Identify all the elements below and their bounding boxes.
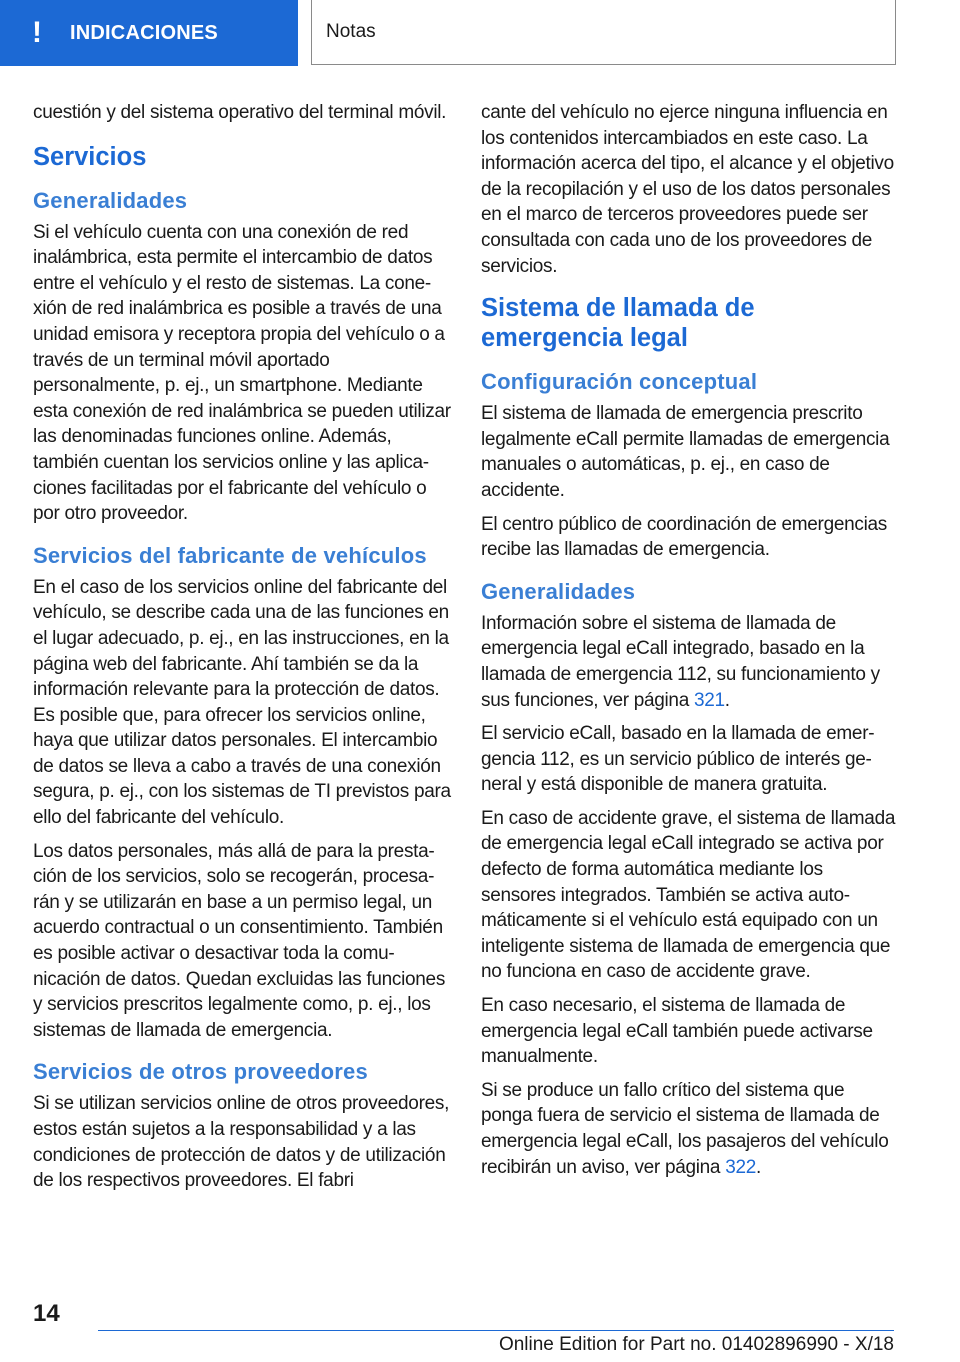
paragraph: En caso necesario, el sistema de llamada de emergencia legal eCall también puede activarse manualmente. [481, 995, 873, 1068]
paragraph: Los datos personales, más allá de para la prestación de los servicios, solo se recogerán, procesarán y se utilizarán en base a un permiso legal, un acuerdo contractual o un consentimiento. También es posible activar o desactivar toda la comunicación de datos. Quedan excluidas las funciones y servicios prescritos legalmente como, p. ej., los sistemas de llamada de emergencia. [33, 840, 446, 1041]
paragraph: Si se utilizan servicios online de otros proveedores, estos están sujetos a la responsabilidad y a las condiciones de protección de datos y de utilización de los respectivos proveedores. El fabri [33, 1093, 450, 1192]
paragraph: El centro público de coordinación de emergencias recibe las llamadas de emergencia. [481, 513, 887, 561]
heading-configuracion-conceptual: Configuración conceptual [481, 369, 758, 395]
heading-generalidades: Generalidades [481, 578, 636, 604]
section-tab[interactable] [0, 0, 298, 66]
paragraph: El servicio eCall, basado en la llamada de emergencia 112, es un servicio público de interés general y está disponible de manera gratuita. [481, 723, 875, 796]
paragraph-end: . [756, 1156, 761, 1178]
heading-servicios-otros-proveedores: Servicios de otros proveedores [33, 1059, 368, 1085]
heading-sistema-llamada-emergencia: Sistema de llamada de emergencia legal [481, 294, 755, 353]
paragraph: cante del vehículo no ejerce ninguna influencia en los contenidos intercambiados en este caso. La información acerca del tipo, el alcance y el objetivo de la recopilación y el uso de los datos personales en el marco de terceros proveedores puede ser consultada con cada uno de los proveedores de servicios. [481, 102, 894, 277]
notes-tab[interactable] [311, 0, 896, 65]
section-tab-label: INDICACIONES [70, 21, 218, 44]
heading-servicios-fabricante: Servicios del fabricante de vehículos [33, 542, 427, 568]
paragraph: En caso de accidente grave, el sistema de llamada de emergencia legal eCall integrado se activa por defecto de forma automática mediante los sensores integrados. También se activa automáticamente si el vehículo está equipado con un inteligente sistema de llamada de emergencia que no funciona en caso de accidente grave. [481, 807, 896, 983]
footer-edition: Online Edition for Part no. 01402896990 - X/18 [498, 1334, 894, 1355]
paragraph [481, 1078, 899, 1180]
page-link-321[interactable]: 321 [693, 689, 725, 711]
page-link-322[interactable]: 322 [725, 1156, 756, 1178]
notes-tab-label: Notas [326, 21, 376, 42]
right-column [481, 100, 899, 1188]
paragraph-text: Si se produce un fallo crítico del sistema que ponga fuera de servicio el sistema de llamada de emergencia legal eCall, los pasajeros del vehículo recibirán un aviso, ver página [481, 1079, 889, 1178]
paragraph: El sistema de llamada de emergencia prescrito legalmente eCall permite llamadas de emergencia manuales o automáticas, p. ej., en caso de accidente. [481, 403, 890, 501]
heading-servicios: Servicios [33, 142, 147, 171]
paragraph: Si el vehículo cuenta con una conexión de red inalámbrica, esta permite el intercambio de datos entre el vehículo y el resto de sistemas. La conexión de red inalámbrica es posible a través de una unidad emisora y receptora propia del vehículo o a través de un terminal móvil aportado personalmente, p. ej., un smartphone. Mediante esta conexión de red inalámbrica se pueden utilizar las denominadas funciones online. Además, también cuentan los servicios online y las aplicaciones facilitadas por el fabricante del vehículo o por otro proveedor. [33, 221, 451, 525]
paragraph [481, 611, 899, 713]
paragraph: cuestión y del sistema operativo del terminal móvil. [33, 102, 447, 123]
exclamation-icon: ! [32, 16, 42, 49]
paragraph-text: Información sobre el sistema de llamada de emergencia legal eCall integrado, basado en la llamada de emergencia 112, su funcionamiento y sus funciones, ver página [481, 612, 880, 711]
paragraph-end: . [724, 689, 730, 711]
heading-generalidades: Generalidades [33, 187, 188, 213]
footer-divider [98, 1330, 894, 1331]
paragraph: En el caso de los servicios online del fabricante del vehículo, se describe cada una de las funciones en el lugar adecuado, p. ej., en las instrucciones, en la página web del fabricante. Ahí también se da la información relevante para la protección de datos. Es posible que, para ofrecer los servicios online, haya que utilizar datos personales. El intercambio de datos se lleva a cabo a través de una conexión segura, p. ej., con los sistemas de TI previstos para ello del fabricante del vehículo. [33, 576, 451, 829]
left-column [33, 100, 451, 1202]
page-number: 14 [33, 1300, 60, 1327]
